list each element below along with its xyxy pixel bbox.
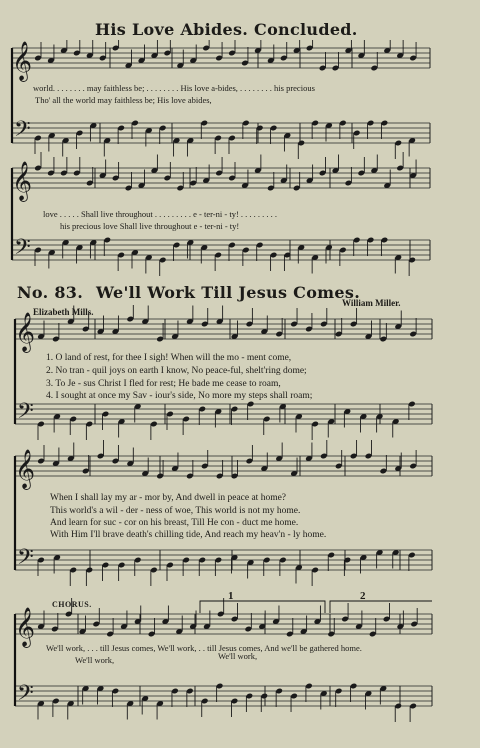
- verse-line: With Him I'll brave death's chilling tide, And reach my heav'n - ly home.: [50, 530, 327, 540]
- bass-clef-icon: 𝄢: [17, 399, 34, 429]
- second-ending-bracket: [330, 601, 432, 613]
- composer-credit: William Miller.: [342, 298, 401, 308]
- lyric-line: his precious love Shall live throughout e - ter-ni - ty!: [60, 221, 240, 231]
- hymn-number: No. 83.: [17, 283, 84, 302]
- treble-clef-icon: 𝄞: [12, 161, 33, 201]
- lyricist-credit: Elizabeth Mills.: [33, 307, 94, 317]
- first-ending-bracket: [200, 601, 325, 613]
- hymn-title: We'll Work Till Jesus Comes.: [96, 283, 361, 302]
- verse-line: When I shall lay my ar - mor by, And dwell in peace at home?: [50, 493, 287, 503]
- chorus-lyric: We'll work, . . . till Jesus comes, We'll work, . . till Jesus comes, And we'll be gathered home.: [46, 643, 362, 653]
- lyric-line: Tho' all the world may faithless be; His love abides,: [35, 95, 212, 105]
- bass-clef-icon: 𝄢: [17, 681, 34, 711]
- verse-line: 4. I sought at once my Sav - iour's side, No more my steps shall roam;: [46, 391, 313, 401]
- chorus-lyric: We'll work,: [218, 651, 258, 661]
- treble-clef-icon: 𝄞: [15, 312, 36, 352]
- music-system-1: [0, 40, 480, 285]
- verse-line: 2. No tran - quil joys on earth I know, No peace-ful, shelt'ring dome;: [46, 366, 307, 376]
- treble-clef-icon: 𝄞: [15, 607, 36, 647]
- bass-clef-icon: 𝄢: [14, 235, 31, 265]
- second-ending-number: 2: [360, 590, 366, 602]
- hymn-title: His Love Abides. Concluded.: [95, 20, 358, 39]
- verse-line: And learn for suc - cor on his breast, Till He con - duct me home.: [50, 518, 299, 528]
- chorus-label: CHORUS.: [52, 600, 92, 609]
- verse-line: This world's a wil - der - ness of woe, This world is not my home.: [50, 506, 301, 516]
- treble-clef-icon: 𝄞: [12, 41, 33, 81]
- bass-clef-icon: 𝄢: [17, 545, 34, 575]
- treble-clef-icon: 𝄞: [15, 449, 36, 489]
- bass-clef-icon: 𝄢: [14, 117, 31, 147]
- verse-line: 1. O land of rest, for thee I sigh! When will the mo - ment come,: [46, 353, 292, 363]
- lyric-line: love . . . . . Shall live throughout . . . . . . . . . e - ter-ni - ty! . . . . . . . . .: [43, 209, 278, 219]
- first-ending-number: 1: [228, 590, 234, 602]
- verse-line: 3. To Je - sus Christ I fled for rest; He bade me cease to roam,: [46, 379, 281, 389]
- lyric-line: world. . . . . . . . may faithless be; . . . . . . . . His love a-bides, . . . . . . . . his precious: [33, 83, 315, 93]
- chorus-lyric: We'll work,: [75, 655, 115, 665]
